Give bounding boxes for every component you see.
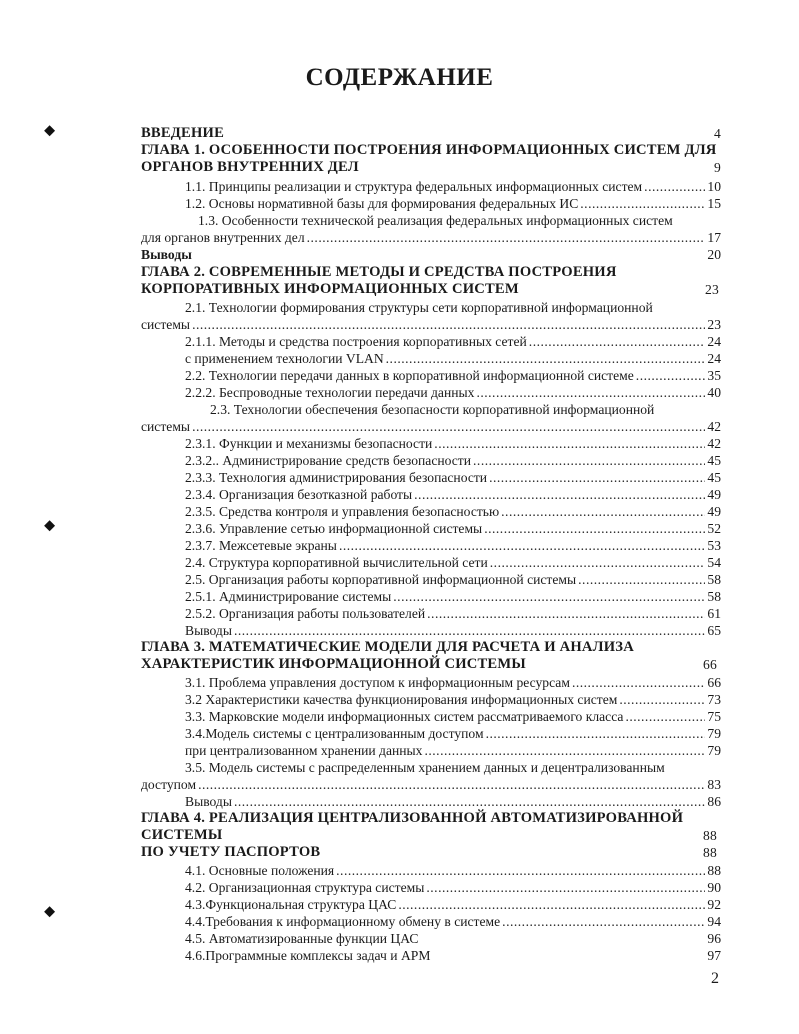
toc-entry-page: 90 (707, 880, 721, 895)
toc-entry-page: 53 (707, 538, 721, 553)
toc-entry (141, 418, 721, 435)
toc-entry-title: 2.2.2. Беспроводные технологии передачи данных (185, 385, 475, 400)
toc-entry (141, 827, 721, 844)
toc-entry-title: СИСТЕМЫ (141, 827, 223, 843)
toc-entry-page: 66 (703, 657, 717, 672)
toc-entry (141, 725, 721, 742)
toc-entry-page: 52 (707, 521, 721, 536)
toc-entry-title: 2.3.1. Функции и механизмы безопасности (185, 436, 433, 451)
toc-entry-page: 4 (714, 126, 721, 141)
toc-entry-page: 73 (707, 692, 721, 707)
toc-entry (141, 810, 721, 827)
toc-entry-title: 4.1. Основные положения (185, 863, 335, 878)
toc-entry-title: 2.3.3. Технология администрирования безопасности (185, 470, 488, 485)
toc-entry-title: 4.6.Программные комплексы задач и АРМ (185, 948, 431, 963)
toc-entry-title: для органов внутренних дел (141, 230, 305, 245)
page-title: СОДЕРЖАНИЕ (305, 64, 494, 91)
toc-entry-page: 66 (707, 675, 721, 690)
toc-entry-page: 94 (707, 914, 721, 929)
toc-entry-title: 4.2. Организационная структура системы (185, 880, 425, 895)
toc-entry-title: 2.2. Технологии передачи данных в корпоративной информационной системе (185, 368, 634, 383)
toc-entry-page: 42 (707, 436, 721, 451)
toc-entry-title: 2.4. Структура корпоративной вычислительной сети (185, 555, 488, 570)
toc-entry (141, 452, 721, 469)
toc-entry-title: 3.2 Характеристики качества функционирования информационных систем (185, 692, 618, 707)
toc-entry-title: 1.3. Особенности технической реализация федеральных информационных систем (198, 213, 673, 228)
toc-entry-title: при централизованном хранении данных (185, 743, 423, 758)
toc-entry-page: 86 (707, 794, 721, 809)
toc-entry-title: 3.1. Проблема управления доступом к информационным ресурсам (185, 675, 570, 690)
toc-entry (141, 605, 721, 622)
toc-entry (141, 896, 721, 913)
toc-entry-page: 88 (707, 863, 721, 878)
toc-entry (141, 159, 721, 176)
toc-entry-page: 45 (707, 470, 721, 485)
toc-entry (141, 656, 721, 673)
toc-entry (141, 333, 721, 350)
toc-entry (141, 759, 765, 776)
toc-entry-title: 1.1. Принципы реализации и структура федеральных информационных систем (185, 179, 643, 194)
toc-entry-title: ПО УЧЕТУ ПАСПОРТОВ (141, 844, 321, 860)
margin-mark-icon: ⬥ (44, 122, 56, 139)
toc-entry (141, 708, 721, 725)
toc-entry-title: 2.3.5. Средства контроля и управления безопасностью (185, 504, 500, 519)
toc-entry-title: 2.3. Технологии обеспечения безопасности корпоративной информационной (210, 402, 655, 417)
toc-entry-title: 2.5. Организация работы корпоративной информационной системы (185, 572, 577, 587)
toc-entry-page: 42 (707, 419, 721, 434)
toc-entry-page: 24 (707, 351, 721, 366)
toc-entry (141, 913, 721, 930)
toc-entry (141, 930, 721, 947)
toc-entry-page: 23 (705, 282, 719, 297)
toc-entry (141, 178, 721, 195)
toc-entry (141, 350, 721, 367)
toc-entry-page: 88 (703, 845, 717, 860)
toc-entry (141, 264, 721, 281)
toc-entry-page: 79 (707, 726, 721, 741)
toc-entry-title: ВВЕДЕНИЕ (141, 125, 225, 141)
toc-entry-page: 23 (707, 317, 721, 332)
toc-entry-title: 2.3.6. Управление сетью информационной системы (185, 521, 483, 536)
toc-entry (141, 537, 721, 554)
toc-entry-title: системы (141, 317, 191, 332)
toc-entry-title: ГЛАВА 2. СОВРЕМЕННЫЕ МЕТОДЫ И СРЕДСТВА ПОСТРОЕНИЯ (141, 264, 617, 280)
toc-entry (141, 142, 721, 159)
toc-entry-page: 58 (707, 589, 721, 604)
toc-entry-title: Выводы (141, 247, 192, 262)
toc-entry-title: ОРГАНОВ ВНУТРЕННИХ ДЕЛ (141, 159, 359, 175)
toc-entry-page: 15 (707, 196, 721, 211)
toc-entry (141, 674, 721, 691)
toc-entry (141, 622, 721, 639)
toc-entry-page: 58 (707, 572, 721, 587)
margin-mark-icon: ⬥ (44, 903, 56, 920)
toc-entry-page: 20 (707, 247, 721, 262)
toc-entry-title: 3.4.Модель системы с централизованным доступом (185, 726, 484, 741)
toc-entry (141, 435, 721, 452)
toc-entry-title: 2.5.2. Организация работы пользователей (185, 606, 426, 621)
toc-entry-title: 4.5. Автоматизированные функции ЦАС (185, 931, 419, 946)
toc-entry-page: 45 (707, 453, 721, 468)
toc-entry (141, 486, 721, 503)
toc-entry-page: 49 (707, 504, 721, 519)
toc-entry-page: 79 (707, 743, 721, 758)
toc-entry (141, 195, 721, 212)
toc-entry-page: 40 (707, 385, 721, 400)
toc-entry-page: 96 (707, 931, 721, 946)
toc-entry (141, 229, 721, 246)
toc-entry (141, 571, 721, 588)
toc-entry-page: 24 (707, 334, 721, 349)
toc-entry (141, 639, 721, 656)
toc-entry (141, 401, 790, 418)
toc-entry (141, 125, 721, 142)
toc-entry (141, 367, 721, 384)
toc-entry-title: 4.4.Требования к информационному обмену в системе (185, 914, 501, 929)
toc-entry (141, 554, 721, 571)
page-number: 2 (711, 970, 719, 987)
margin-mark-icon: ⬥ (44, 517, 56, 534)
toc-entry-page: 61 (707, 606, 721, 621)
toc-entry (141, 299, 765, 316)
toc-entry-page: 54 (707, 555, 721, 570)
toc-entry (141, 776, 721, 793)
toc-entry-title: КОРПОРАТИВНЫХ ИНФОРМАЦИОННЫХ СИСТЕМ (141, 281, 519, 297)
toc-entry-title: ГЛАВА 3. МАТЕМАТИЧЕСКИЕ МОДЕЛИ ДЛЯ РАСЧЕТА И АНАЛИЗА (141, 639, 634, 655)
toc-entry-title: 3.3. Марковские модели информационных систем рассматриваемого класса (185, 709, 624, 724)
toc-entry-title: 3.5. Модель системы с распределенным хранением данных и децентрализованным (185, 760, 665, 775)
toc-entry-page: 88 (703, 828, 717, 843)
toc-entry-page: 35 (707, 368, 721, 383)
toc-entry (141, 947, 721, 964)
toc-entry-title: ГЛАВА 4. РЕАЛИЗАЦИЯ ЦЕНТРАЛИЗОВАННОЙ АВТОМАТИЗИРОВАННОЙ (141, 810, 684, 826)
toc-entry-page: 10 (707, 179, 721, 194)
toc-entry-page: 9 (714, 160, 721, 175)
toc-entry (141, 588, 721, 605)
toc-entry-title: 2.5.1. Администрирование системы (185, 589, 392, 604)
toc-entry-title: ХАРАКТЕРИСТИК ИНФОРМАЦИОННОЙ СИСТЕМЫ (141, 656, 526, 672)
toc-entry-title: системы (141, 419, 191, 434)
toc-entry (141, 879, 721, 896)
toc-entry (141, 862, 721, 879)
toc-entry-page: 92 (707, 897, 721, 912)
toc-entry-title: Выводы (185, 623, 232, 638)
toc-entry (141, 384, 721, 401)
toc-entry (141, 742, 721, 759)
toc-entry-page: 75 (707, 709, 721, 724)
toc-entry-title: 2.1.1. Методы и средства построения корпоративных сетей (185, 334, 527, 349)
toc-entry (141, 246, 721, 263)
toc-entry-title: 2.3.4. Организация безотказной работы (185, 487, 413, 502)
toc-entry (141, 503, 721, 520)
toc-entry (141, 844, 721, 861)
toc-entry-page: 17 (707, 230, 721, 245)
toc-entry (141, 520, 721, 537)
toc-entry (141, 281, 721, 298)
toc-entry (141, 469, 721, 486)
toc-entry (141, 212, 778, 229)
toc-entry-title: доступом (141, 777, 197, 792)
toc-entry-title: ГЛАВА 1. ОСОБЕННОСТИ ПОСТРОЕНИЯ ИНФОРМАЦИОННЫХ СИСТЕМ ДЛЯ (141, 142, 717, 158)
toc-entry-title: с применением технологии VLAN (185, 351, 384, 366)
toc-entry-title: 2.1. Технологии формирования структуры сети корпоративной информационной (185, 300, 653, 315)
toc-entry-page: 97 (707, 948, 721, 963)
toc-entry-title: 1.2. Основы нормативной базы для формирования федеральных ИС (185, 196, 579, 211)
toc-entry (141, 793, 721, 810)
toc-entry-page: 65 (707, 623, 721, 638)
toc-entry (141, 316, 721, 333)
toc-entry-page: 49 (707, 487, 721, 502)
toc-entry-title: Выводы (185, 794, 232, 809)
toc-entry-title: 2.3.2.. Администрирование средств безопасности (185, 453, 472, 468)
toc-entry-title: 2.3.7. Межсетевые экраны (185, 538, 337, 553)
toc-entry (141, 691, 721, 708)
toc-entry-title: 4.3.Функциональная структура ЦАС (185, 897, 397, 912)
toc-entry-page: 83 (707, 777, 721, 792)
